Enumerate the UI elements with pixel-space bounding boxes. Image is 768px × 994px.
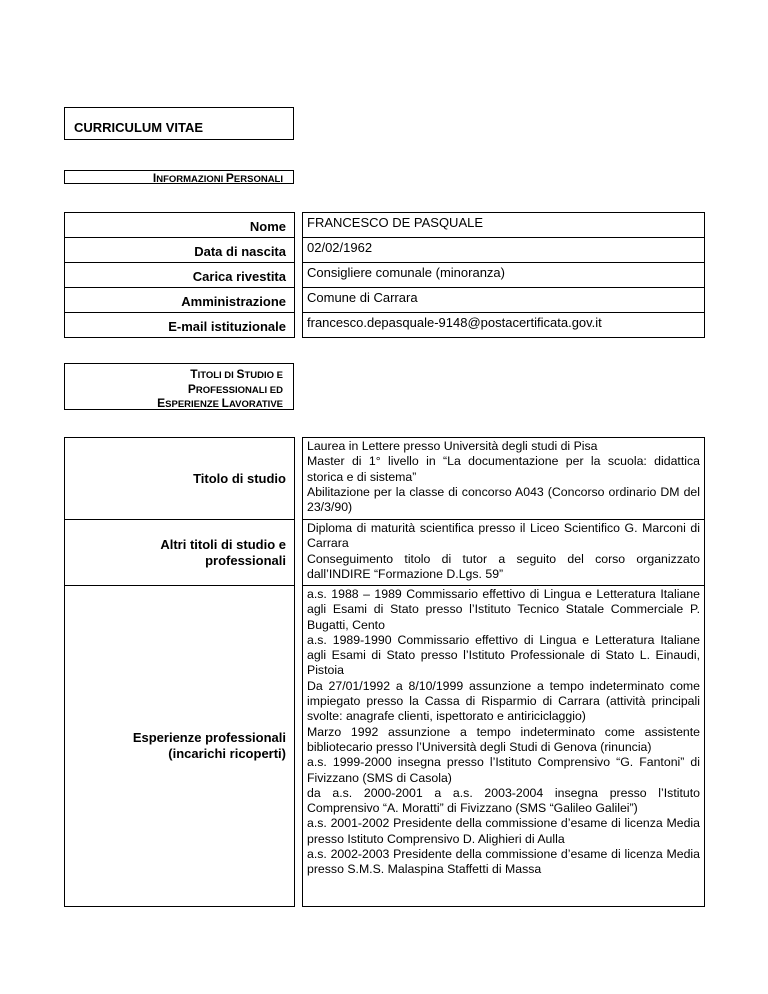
table-row [65, 238, 705, 263]
table-row [65, 313, 705, 338]
value-amministrazione: Comune di Carrara [303, 288, 705, 313]
table-row [65, 263, 705, 288]
table-row [65, 586, 705, 907]
value-data-nascita: 02/02/1962 [303, 238, 705, 263]
value-carica: Consigliere comunale (minoranza) [303, 263, 705, 288]
value-altri-titoli: Diploma di maturità scientifica presso il Liceo Scientifico G. Marconi di Carrara Conseguimento titolo di tutor a seguito del corso organizzato dall’INDIRE “Formazione D.Lgs. 59” [303, 520, 705, 586]
studies-table [64, 437, 705, 907]
label-amministrazione: Amministrazione [65, 288, 295, 313]
label-email: E-mail istituzionale [65, 313, 295, 338]
label-data-nascita: Data di nascita [65, 238, 295, 263]
label-titolo-studio: Titolo di studio [65, 438, 295, 520]
personal-info-table [64, 212, 705, 338]
label-esperienze: Esperienze professionali (incarichi ricoperti) [65, 586, 295, 907]
table-row [65, 213, 705, 238]
label-carica: Carica rivestita [65, 263, 295, 288]
value-titolo-studio: Laurea in Lettere presso Università degli studi di Pisa Master di 1° livello in “La documentazione per la scuola: didattica storica e di sistema” Abilitazione per la classe di concorso A043 (Concorso ordinario DM del 23/3/90) [303, 438, 705, 520]
value-nome: FRANCESCO DE PASQUALE [303, 213, 705, 238]
section-heading-studies: TITOLI DI STUDIO E PROFESSIONALI ED ESPERIENZE LAVORATIVE [64, 363, 294, 410]
table-row [65, 438, 705, 520]
value-email[interactable]: francesco.depasquale-9148@postacertificata.gov.it [303, 313, 705, 338]
table-row [65, 520, 705, 586]
label-nome: Nome [65, 213, 295, 238]
label-altri-titoli: Altri titoli di studio e professionali [65, 520, 295, 586]
cv-title: CURRICULUM VITAE [64, 107, 294, 140]
value-esperienze: a.s. 1988 – 1989 Commissario effettivo di Lingua e Letteratura Italiane agli Esami di Stato presso l’Istituto Tecnico Statale Commerciale P. Bugatti, Cento a.s. 1989-1990 Commissario effettivo di Lingua e Letteratura Italiane agli Esami di Stato presso l’Istituto Professionale di Stato L. Einaudi, Pistoia Da 27/01/1992 a 8/10/1999 assunzione a tempo indeterminato come impiegato presso la Cassa di Risparmio di Carrara (attività principali svolte: anagrafe clienti, ispettorato e antiriciclaggio) Marzo 1992 assunzione a tempo indeterminato come assistente bibliotecario presso l’Università degli Studi di Genova (rinuncia) a.s. 1999-2000 insegna presso l’Istituto Comprensivo “G. Fantoni” di Fivizzano (SMS di Casola) da a.s. 2000-2001 a a.s. 2003-2004 insegna presso l’Istituto Comprensivo “A. Moratti” di Fivizzano (SMS “Galileo Galilei”) a.s. 2001-2002 Presidente della commissione d’esame di licenza Media presso Istituto Comprensivo D. Alighieri di Aulla a.s. 2002-2003 Presidente della commissione d’esame di licenza Media presso S.M.S. Malaspina Staffetti di Massa [303, 586, 705, 907]
table-row [65, 288, 705, 313]
section-heading-personal: INFORMAZIONI PERSONALI [64, 170, 294, 184]
